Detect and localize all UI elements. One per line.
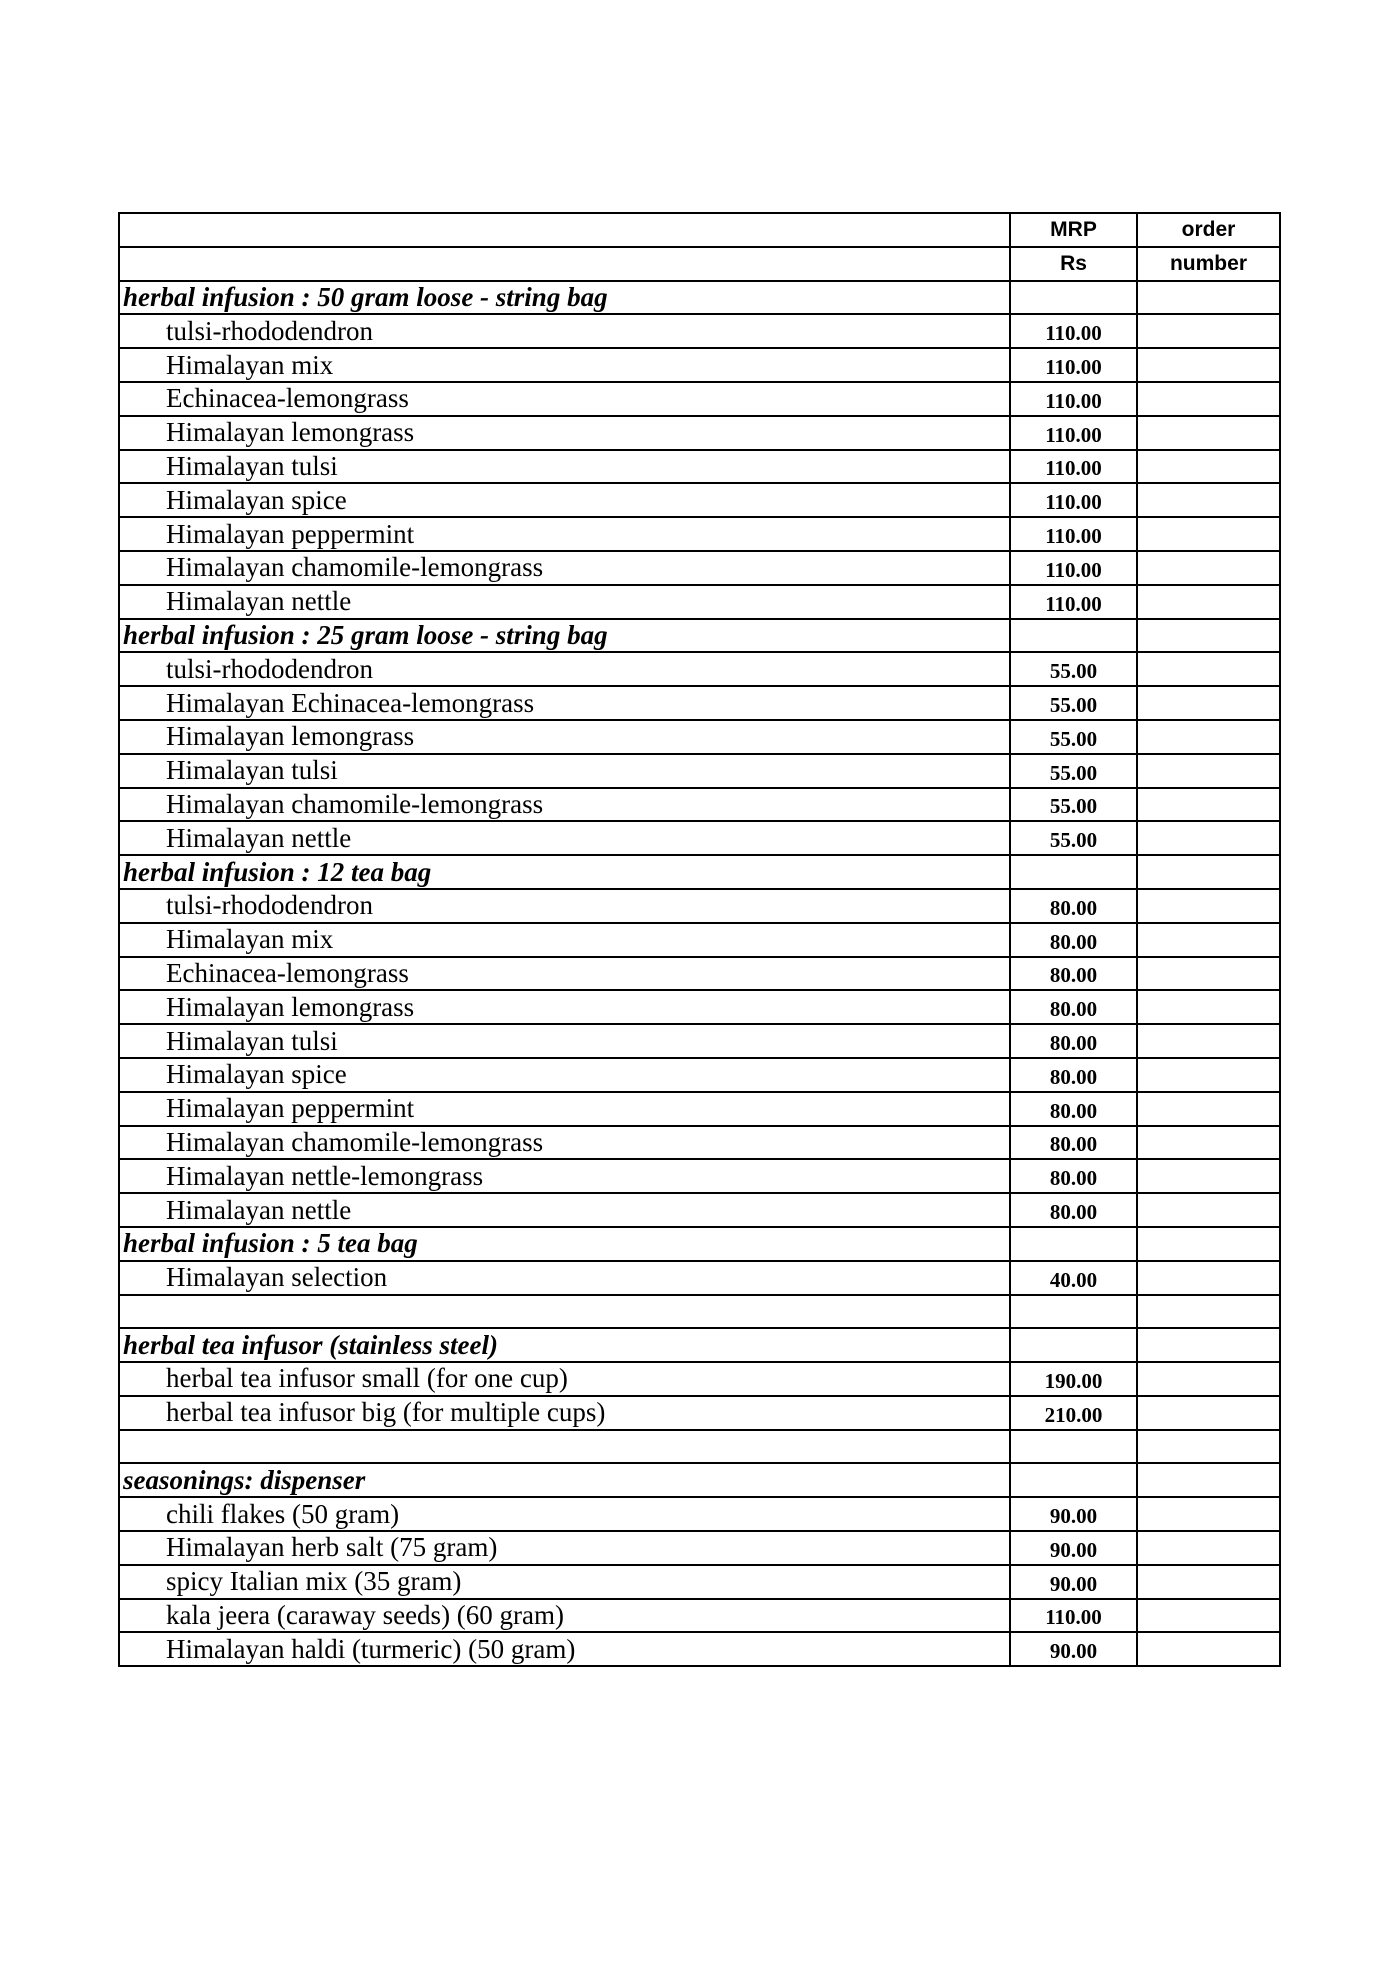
item-name: Echinacea-lemongrass xyxy=(119,957,1010,991)
item-row xyxy=(119,1362,1280,1396)
order-number-cell[interactable] xyxy=(1137,585,1280,619)
order-number-cell[interactable] xyxy=(1137,686,1280,720)
item-name: Himalayan nettle xyxy=(119,585,1010,619)
item-row xyxy=(119,1497,1280,1531)
order-number-cell[interactable] xyxy=(1137,1396,1280,1430)
mrp-header: MRP xyxy=(1010,213,1137,247)
order-number-cell[interactable] xyxy=(1137,1599,1280,1633)
item-row xyxy=(119,1193,1280,1227)
item-name: herbal tea infusor small (for one cup) xyxy=(119,1362,1010,1396)
category-title: herbal infusion : 12 tea bag xyxy=(119,855,1010,889)
item-row xyxy=(119,1024,1280,1058)
item-name: Himalayan chamomile-lemongrass xyxy=(119,788,1010,822)
order-number-cell[interactable] xyxy=(1137,1565,1280,1599)
order-number-cell[interactable] xyxy=(1137,1024,1280,1058)
order-number-cell[interactable] xyxy=(1137,450,1280,484)
item-row xyxy=(119,957,1280,991)
category-order-cell xyxy=(1137,281,1280,315)
item-price: 110.00 xyxy=(1010,382,1137,416)
item-price: 90.00 xyxy=(1010,1632,1137,1666)
item-price: 110.00 xyxy=(1010,1599,1137,1633)
item-row xyxy=(119,788,1280,822)
order-number-cell[interactable] xyxy=(1137,416,1280,450)
category-mrp-cell xyxy=(1010,1227,1137,1261)
item-row xyxy=(119,551,1280,585)
category-title: herbal tea infusor (stainless steel) xyxy=(119,1328,1010,1362)
order-number-cell[interactable] xyxy=(1137,1126,1280,1160)
price-list-table xyxy=(118,212,1281,1667)
empty-cell xyxy=(1010,1295,1137,1329)
empty-cell xyxy=(1137,1430,1280,1464)
item-name: Himalayan chamomile-lemongrass xyxy=(119,551,1010,585)
item-name: Echinacea-lemongrass xyxy=(119,382,1010,416)
item-row xyxy=(119,1261,1280,1295)
item-price: 80.00 xyxy=(1010,1159,1137,1193)
item-row xyxy=(119,686,1280,720)
category-row xyxy=(119,619,1280,653)
order-number-cell[interactable] xyxy=(1137,889,1280,923)
item-name: Himalayan selection xyxy=(119,1261,1010,1295)
category-title: herbal infusion : 5 tea bag xyxy=(119,1227,1010,1261)
item-price: 80.00 xyxy=(1010,957,1137,991)
item-row xyxy=(119,1092,1280,1126)
item-row xyxy=(119,416,1280,450)
category-order-cell xyxy=(1137,619,1280,653)
item-row xyxy=(119,1058,1280,1092)
order-number-header: number xyxy=(1137,247,1280,281)
item-price: 80.00 xyxy=(1010,1058,1137,1092)
header-blank-cell xyxy=(119,213,1010,247)
category-title: herbal infusion : 25 gram loose - string bag xyxy=(119,619,1010,653)
category-order-cell xyxy=(1137,1463,1280,1497)
item-row xyxy=(119,517,1280,551)
order-number-cell[interactable] xyxy=(1137,754,1280,788)
item-name: Himalayan peppermint xyxy=(119,1092,1010,1126)
currency-header: Rs xyxy=(1010,247,1137,281)
category-row xyxy=(119,855,1280,889)
item-price: 110.00 xyxy=(1010,348,1137,382)
order-number-cell[interactable] xyxy=(1137,1058,1280,1092)
category-mrp-cell xyxy=(1010,1328,1137,1362)
item-price: 80.00 xyxy=(1010,1193,1137,1227)
item-price: 210.00 xyxy=(1010,1396,1137,1430)
header-row xyxy=(119,247,1280,281)
item-price: 110.00 xyxy=(1010,483,1137,517)
item-row xyxy=(119,1396,1280,1430)
item-name: Himalayan haldi (turmeric) (50 gram) xyxy=(119,1632,1010,1666)
item-row xyxy=(119,1531,1280,1565)
item-price: 80.00 xyxy=(1010,1024,1137,1058)
item-row xyxy=(119,889,1280,923)
order-number-cell[interactable] xyxy=(1137,348,1280,382)
item-price: 110.00 xyxy=(1010,551,1137,585)
empty-row xyxy=(119,1295,1280,1329)
item-name: Himalayan herb salt (75 gram) xyxy=(119,1531,1010,1565)
category-mrp-cell xyxy=(1010,281,1137,315)
item-price: 90.00 xyxy=(1010,1565,1137,1599)
item-name: Himalayan nettle-lemongrass xyxy=(119,1159,1010,1193)
item-name: Himalayan lemongrass xyxy=(119,720,1010,754)
item-name: Himalayan lemongrass xyxy=(119,990,1010,1024)
category-row xyxy=(119,281,1280,315)
item-name: chili flakes (50 gram) xyxy=(119,1497,1010,1531)
item-price: 40.00 xyxy=(1010,1261,1137,1295)
item-price: 55.00 xyxy=(1010,788,1137,822)
category-title: herbal infusion : 50 gram loose - string bag xyxy=(119,281,1010,315)
item-row xyxy=(119,450,1280,484)
order-number-cell[interactable] xyxy=(1137,1261,1280,1295)
category-row xyxy=(119,1463,1280,1497)
item-name: Himalayan mix xyxy=(119,923,1010,957)
item-price: 55.00 xyxy=(1010,754,1137,788)
item-row xyxy=(119,652,1280,686)
item-name: tulsi-rhododendron xyxy=(119,314,1010,348)
item-name: Himalayan chamomile-lemongrass xyxy=(119,1126,1010,1160)
item-row xyxy=(119,314,1280,348)
item-name: Himalayan peppermint xyxy=(119,517,1010,551)
item-name: Himalayan tulsi xyxy=(119,1024,1010,1058)
item-name: Himalayan nettle xyxy=(119,1193,1010,1227)
price-list-body xyxy=(119,213,1280,1666)
category-order-cell xyxy=(1137,1227,1280,1261)
category-row xyxy=(119,1328,1280,1362)
order-number-cell[interactable] xyxy=(1137,382,1280,416)
item-price: 80.00 xyxy=(1010,889,1137,923)
item-name: herbal tea infusor big (for multiple cups) xyxy=(119,1396,1010,1430)
item-price: 90.00 xyxy=(1010,1497,1137,1531)
item-row xyxy=(119,1632,1280,1666)
category-row xyxy=(119,1227,1280,1261)
category-mrp-cell xyxy=(1010,619,1137,653)
order-number-cell[interactable] xyxy=(1137,314,1280,348)
item-row xyxy=(119,990,1280,1024)
header-blank-cell xyxy=(119,247,1010,281)
item-name: Himalayan mix xyxy=(119,348,1010,382)
item-row xyxy=(119,585,1280,619)
order-number-cell[interactable] xyxy=(1137,821,1280,855)
item-price: 80.00 xyxy=(1010,1092,1137,1126)
category-mrp-cell xyxy=(1010,855,1137,889)
order-number-cell[interactable] xyxy=(1137,788,1280,822)
order-number-cell[interactable] xyxy=(1137,923,1280,957)
item-row xyxy=(119,483,1280,517)
order-number-cell[interactable] xyxy=(1137,1092,1280,1126)
item-price: 110.00 xyxy=(1010,517,1137,551)
item-price: 55.00 xyxy=(1010,652,1137,686)
item-name: spicy Italian mix (35 gram) xyxy=(119,1565,1010,1599)
category-mrp-cell xyxy=(1010,1463,1137,1497)
order-number-cell[interactable] xyxy=(1137,1193,1280,1227)
header-row xyxy=(119,213,1280,247)
item-price: 80.00 xyxy=(1010,1126,1137,1160)
item-price: 90.00 xyxy=(1010,1531,1137,1565)
order-number-cell[interactable] xyxy=(1137,1632,1280,1666)
empty-cell xyxy=(119,1430,1010,1464)
order-number-cell[interactable] xyxy=(1137,551,1280,585)
item-name: Himalayan nettle xyxy=(119,821,1010,855)
item-row xyxy=(119,1159,1280,1193)
order-number-cell[interactable] xyxy=(1137,990,1280,1024)
item-price: 110.00 xyxy=(1010,585,1137,619)
item-name: tulsi-rhododendron xyxy=(119,889,1010,923)
item-price: 55.00 xyxy=(1010,686,1137,720)
item-row xyxy=(119,821,1280,855)
category-order-cell xyxy=(1137,855,1280,889)
order-number-cell[interactable] xyxy=(1137,517,1280,551)
empty-row xyxy=(119,1430,1280,1464)
item-price: 55.00 xyxy=(1010,821,1137,855)
item-row xyxy=(119,923,1280,957)
item-price: 110.00 xyxy=(1010,416,1137,450)
item-price: 110.00 xyxy=(1010,450,1137,484)
item-row xyxy=(119,1565,1280,1599)
item-row xyxy=(119,720,1280,754)
order-number-cell[interactable] xyxy=(1137,1362,1280,1396)
empty-cell xyxy=(119,1295,1010,1329)
item-row xyxy=(119,754,1280,788)
category-title: seasonings: dispenser xyxy=(119,1463,1010,1497)
item-row xyxy=(119,382,1280,416)
item-name: Himalayan Echinacea-lemongrass xyxy=(119,686,1010,720)
item-row xyxy=(119,348,1280,382)
item-price: 80.00 xyxy=(1010,923,1137,957)
item-row xyxy=(119,1599,1280,1633)
order-number-cell[interactable] xyxy=(1137,652,1280,686)
order-number-cell[interactable] xyxy=(1137,1159,1280,1193)
item-name: Himalayan spice xyxy=(119,483,1010,517)
order-header: order xyxy=(1137,213,1280,247)
order-number-cell[interactable] xyxy=(1137,1497,1280,1531)
item-name: kala jeera (caraway seeds) (60 gram) xyxy=(119,1599,1010,1633)
order-number-cell[interactable] xyxy=(1137,1531,1280,1565)
category-order-cell xyxy=(1137,1328,1280,1362)
item-price: 190.00 xyxy=(1010,1362,1137,1396)
item-price: 55.00 xyxy=(1010,720,1137,754)
item-name: Himalayan tulsi xyxy=(119,450,1010,484)
item-name: tulsi-rhododendron xyxy=(119,652,1010,686)
empty-cell xyxy=(1137,1295,1280,1329)
item-name: Himalayan lemongrass xyxy=(119,416,1010,450)
item-price: 110.00 xyxy=(1010,314,1137,348)
item-name: Himalayan spice xyxy=(119,1058,1010,1092)
item-row xyxy=(119,1126,1280,1160)
order-number-cell[interactable] xyxy=(1137,720,1280,754)
empty-cell xyxy=(1010,1430,1137,1464)
item-price: 80.00 xyxy=(1010,990,1137,1024)
order-number-cell[interactable] xyxy=(1137,957,1280,991)
order-number-cell[interactable] xyxy=(1137,483,1280,517)
item-name: Himalayan tulsi xyxy=(119,754,1010,788)
